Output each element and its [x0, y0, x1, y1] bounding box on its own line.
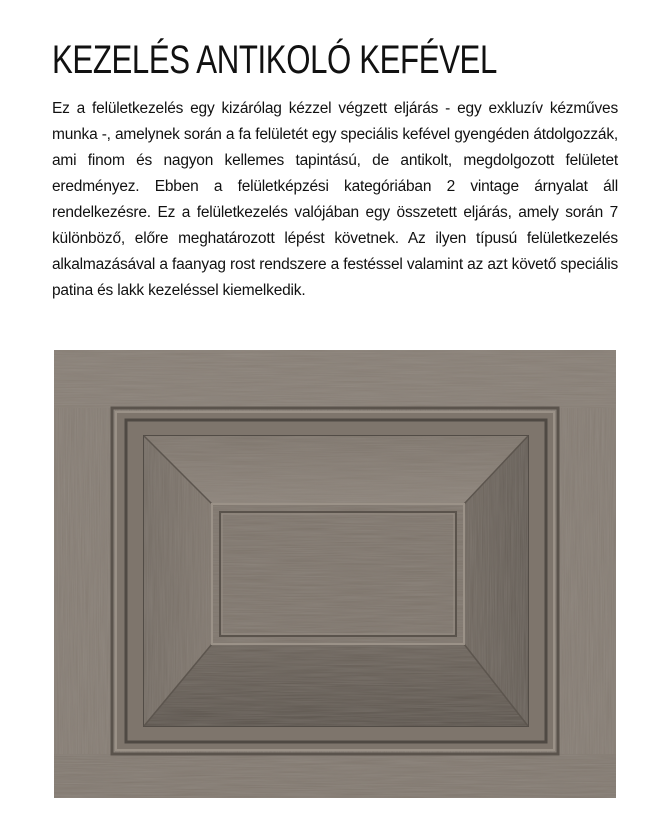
wood-panel-image: [54, 350, 616, 798]
description-paragraph: Ez a felületkezelés egy kizárólag kézzel végzett eljárás - egy exkluzív kézműves munka -, amelynek során a fa felületét egy speciális kefével gyengéden átdolgozzák, ami finom és nagyon kellemes tapintású, de antikolt, megdolgozott felületet eredményez. Ebben a felületképzési kategóriában 2 vintage árnyalat áll rendelkezésre. Ez a felületkezelés valójában egy összetett eljárás, amely során 7 különböző, előre meghatározott lépést követnek. Az ilyen típusú felületkezelés alkalmazásával a faanyag rost rendszere a festéssel valamint az azt követő speciális patina és lakk kezeléssel kiemelkedik.: [52, 100, 618, 299]
page-title: KEZELÉS ANTIKOLÓ KEFÉVEL: [52, 38, 497, 82]
wood-panel-photo: [54, 350, 616, 798]
